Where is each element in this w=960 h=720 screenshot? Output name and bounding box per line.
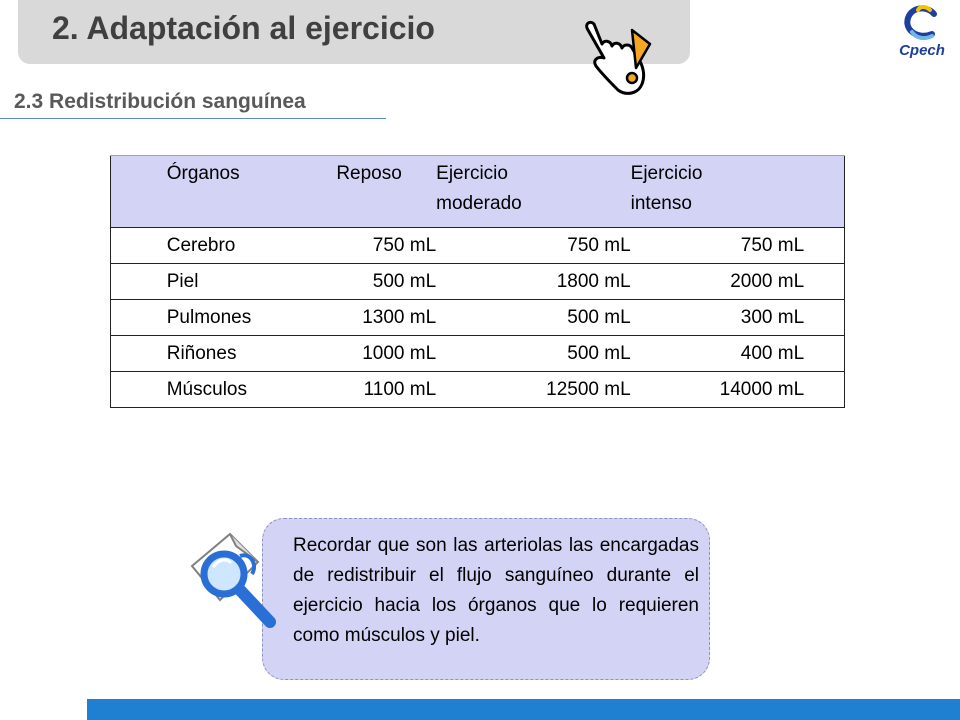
organ-cell: Riñones bbox=[167, 336, 337, 372]
header-moderate-line1: Ejercicio bbox=[436, 163, 508, 184]
note-text: Recordar que son las arteriolas las encargadas de redistribuir el flujo sanguíneo durante el ejercicio hacia los órganos que lo requieren como músculos y piel. bbox=[293, 535, 699, 646]
rest-cell: 750 mL bbox=[336, 228, 436, 264]
magnifier-document-icon bbox=[186, 528, 282, 632]
organ-cell: Músculos bbox=[167, 372, 337, 408]
subtitle-underline bbox=[0, 118, 386, 119]
intense-cell: 2000 mL bbox=[631, 264, 805, 300]
logo-mark-icon bbox=[890, 4, 954, 44]
organ-cell: Cerebro bbox=[167, 228, 337, 264]
organ-cell: Pulmones bbox=[167, 300, 337, 336]
header-moderate-line2: moderado bbox=[436, 193, 522, 214]
header-intense bbox=[631, 156, 805, 228]
header-spacer bbox=[111, 156, 167, 228]
table-row bbox=[111, 228, 845, 264]
logo-text: Cpech bbox=[899, 42, 945, 59]
rest-cell: 1100 mL bbox=[336, 372, 436, 408]
pointing-hand-icon bbox=[580, 10, 660, 100]
intense-cell: 300 mL bbox=[631, 300, 805, 336]
header-moderate bbox=[436, 156, 630, 228]
blood-distribution-table bbox=[110, 155, 845, 408]
table-row bbox=[111, 264, 845, 300]
page-title: 2. Adaptación al ejercicio bbox=[52, 10, 435, 46]
note-box bbox=[262, 518, 710, 680]
intense-cell: 400 mL bbox=[631, 336, 805, 372]
cpech-logo bbox=[890, 4, 954, 66]
header-intense-line1: Ejercicio bbox=[630, 163, 703, 184]
rest-cell: 1000 mL bbox=[336, 336, 436, 372]
moderate-cell: 750 mL bbox=[436, 228, 630, 264]
lens-shape bbox=[204, 554, 270, 622]
moderate-cell: 500 mL bbox=[436, 336, 630, 372]
rest-cell: 1300 mL bbox=[336, 300, 436, 336]
moderate-cell: 1800 mL bbox=[436, 264, 630, 300]
intense-cell: 750 mL bbox=[631, 228, 805, 264]
table-row bbox=[111, 336, 845, 372]
header-rest: Reposo bbox=[336, 156, 436, 228]
moderate-cell: 12500 mL bbox=[436, 372, 630, 408]
header-organ: Órganos bbox=[167, 156, 337, 228]
header-intense-line2: intenso bbox=[630, 193, 692, 214]
header-spacer-right bbox=[804, 156, 844, 228]
intense-cell: 14000 mL bbox=[631, 372, 805, 408]
table-row bbox=[111, 372, 845, 408]
moderate-cell: 500 mL bbox=[436, 300, 630, 336]
table-header-row bbox=[111, 156, 845, 228]
table-row bbox=[111, 300, 845, 336]
rest-cell: 500 mL bbox=[336, 264, 436, 300]
section-subtitle: 2.3 Redistribución sanguínea bbox=[14, 90, 306, 113]
organ-cell: Piel bbox=[167, 264, 337, 300]
footer-bar bbox=[87, 699, 960, 720]
